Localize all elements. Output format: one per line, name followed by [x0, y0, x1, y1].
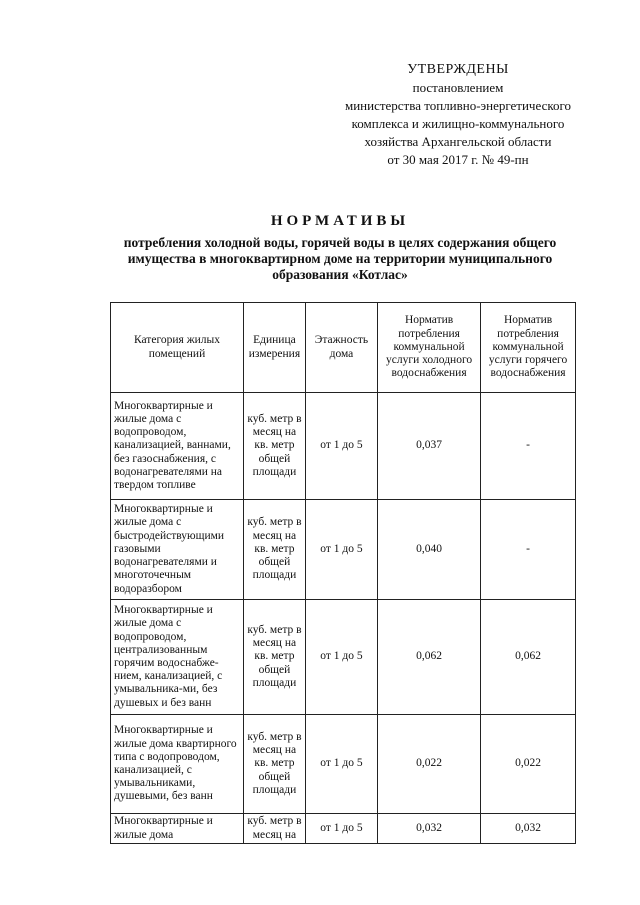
cell-category: Многоквартирные и жилые дома квартирного типа с водопроводом, канализацией, с умывальниками, душевыми, без ванн [111, 715, 244, 814]
cell-category: Многоквартирные и жилые дома с водопроводом, канализацией, ваннами, без газоснабжения, с водонагревателями на твердом топливе [111, 393, 244, 500]
cell-floors: от 1 до 5 [305, 500, 377, 600]
approval-date-line: от 30 мая 2017 г. № 49-пн [387, 152, 529, 167]
cell-cold: 0,037 [378, 393, 481, 500]
table-row [111, 500, 576, 600]
approval-line: комплекса и жилищно-коммунального [351, 116, 565, 131]
header-category: Категория жилых помещений [111, 303, 244, 393]
table-row [111, 393, 576, 500]
cell-hot: 0,022 [481, 715, 576, 814]
document-title [90, 213, 590, 283]
approval-heading: УТВЕРЖДЕНЫ [407, 62, 509, 77]
cell-hot: 0,062 [481, 600, 576, 715]
title-line: потребления холодной воды, горячей воды в целях содержания общего [123, 235, 557, 250]
cell-cold: 0,032 [378, 814, 481, 844]
cell-category: Многоквартирные и жилые дома с водопроводом, централизованным горячим водоснабже-нием, канализацией, с умывальника-ми, без душевых и без ванн [111, 600, 244, 715]
cell-category: Многоквартирные и жилые дома [111, 814, 244, 844]
cell-unit: куб. метр в месяц на кв. метр общей площади [244, 393, 306, 500]
cell-hot: - [481, 393, 576, 500]
approval-block [318, 60, 598, 169]
approval-line: постановлением [412, 80, 504, 95]
header-unit: Единица измерения [244, 303, 306, 393]
cell-unit: куб. метр в месяц на кв. метр общей площади [244, 715, 306, 814]
cell-unit: куб. метр в месяц на кв. метр общей площади [244, 500, 306, 600]
cell-unit: куб. метр в месяц на [244, 814, 306, 844]
cell-floors: от 1 до 5 [305, 715, 377, 814]
cell-floors: от 1 до 5 [305, 814, 377, 844]
cell-floors: от 1 до 5 [305, 393, 377, 500]
approval-line: хозяйства Архангельской области [364, 134, 552, 149]
cell-floors: от 1 до 5 [305, 600, 377, 715]
cell-category: Многоквартирные и жилые дома с быстродействующими газовыми водонагревателями и многоточечным водоразбором [111, 500, 244, 600]
table-header-row [111, 303, 576, 393]
cell-hot: 0,032 [481, 814, 576, 844]
cell-hot: - [481, 500, 576, 600]
header-cold-water: Норматив потребления коммунальной услуги холодного водоснабжения [378, 303, 481, 393]
table-row [111, 814, 576, 844]
header-floors: Этажность дома [305, 303, 377, 393]
cell-cold: 0,022 [378, 715, 481, 814]
cell-cold: 0,062 [378, 600, 481, 715]
title-main: НОРМАТИВЫ [270, 213, 410, 229]
title-line: образования «Котлас» [272, 267, 408, 282]
approval-line: министерства топливно-энергетического [344, 98, 572, 113]
table-row [111, 715, 576, 814]
title-line: имущества в многоквартирном доме на территории муниципального [127, 251, 553, 266]
header-hot-water: Норматив потребления коммунальной услуги горячего водоснабжения [481, 303, 576, 393]
cell-cold: 0,040 [378, 500, 481, 600]
table-row [111, 600, 576, 715]
cell-unit: куб. метр в месяц на кв. метр общей площади [244, 600, 306, 715]
norms-table [110, 302, 576, 844]
